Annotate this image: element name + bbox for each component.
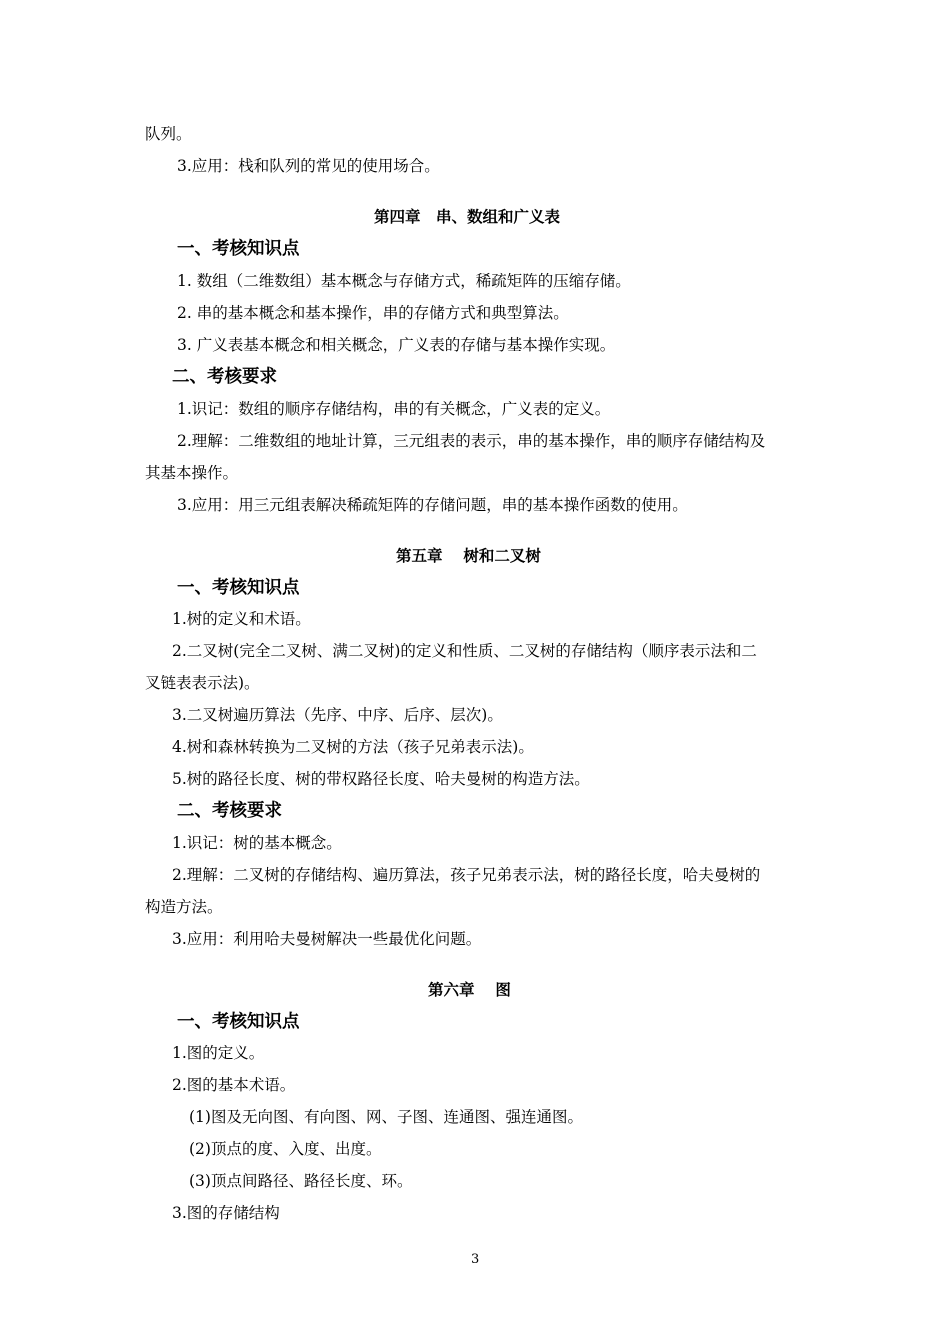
text-line: 构造方法。	[145, 898, 223, 916]
text-line: 1.图的定义。	[172, 1044, 265, 1062]
text-line: 4.树和森林转换为二叉树的方法（孩子兄弟表示法)。	[172, 738, 534, 756]
text-line: 2.理解：二叉树的存储结构、遍历算法，孩子兄弟表示法，树的路径长度，哈夫曼树的	[172, 866, 761, 884]
text-line: 3.应用：栈和队列的常见的使用场合。	[177, 157, 440, 175]
text-line: 3.应用：利用哈夫曼树解决一些最优化问题。	[172, 930, 482, 948]
text-line: (1)图及无向图、有向图、网、子图、连通图、强连通图。	[189, 1108, 583, 1126]
text-line: (3)顶点间路径、路径长度、环。	[189, 1172, 413, 1190]
text-line: 1.识记：数组的顺序存储结构，串的有关概念，广义表的定义。	[177, 400, 611, 418]
text-line: 2. 串的基本概念和基本操作，串的存储方式和典型算法。	[177, 304, 569, 322]
text-line: 3. 广义表基本概念和相关概念，广义表的存储与基本操作实现。	[177, 336, 616, 354]
section-heading: 二、考核要求	[177, 801, 282, 821]
text-line: 1. 数组（二维数组）基本概念与存储方式，稀疏矩阵的压缩存储。	[177, 272, 631, 290]
section-heading: 一、考核知识点	[177, 239, 300, 259]
text-line: (2)顶点的度、入度、出度。	[189, 1140, 382, 1158]
text-line: 5.树的路径长度、树的带权路径长度、哈夫曼树的构造方法。	[172, 770, 590, 788]
section-heading: 一、考核知识点	[177, 1012, 300, 1032]
text-line: 1.识记：树的基本概念。	[172, 834, 342, 852]
text-line: 2.理解：二维数组的地址计算，三元组表的表示，串的基本操作，串的顺序存储结构及	[177, 432, 766, 450]
text-line: 2.二叉树(完全二叉树、满二叉树)的定义和性质、二叉树的存储结构（顺序表示法和二	[172, 642, 757, 660]
chapter-heading: 第六章 图	[428, 980, 511, 999]
page-number: 3	[471, 1252, 480, 1267]
text-line: 2.图的基本术语。	[172, 1076, 296, 1094]
chapter-heading: 第五章 树和二叉树	[396, 546, 541, 565]
text-line: 其基本操作。	[145, 464, 239, 482]
text-line: 3.应用：用三元组表解决稀疏矩阵的存储问题，串的基本操作函数的使用。	[177, 496, 688, 514]
text-line: 3.图的存储结构	[172, 1204, 280, 1222]
section-heading: 一、考核知识点	[177, 578, 300, 598]
text-line: 队列。	[145, 125, 192, 143]
section-heading: 二、考核要求	[172, 367, 277, 387]
text-line: 3.二叉树遍历算法（先序、中序、后序、层次)。	[172, 706, 503, 724]
text-line: 1.树的定义和术语。	[172, 610, 311, 628]
text-line: 叉链表表示法)。	[145, 674, 260, 692]
chapter-heading: 第四章 串、数组和广义表	[374, 207, 561, 226]
